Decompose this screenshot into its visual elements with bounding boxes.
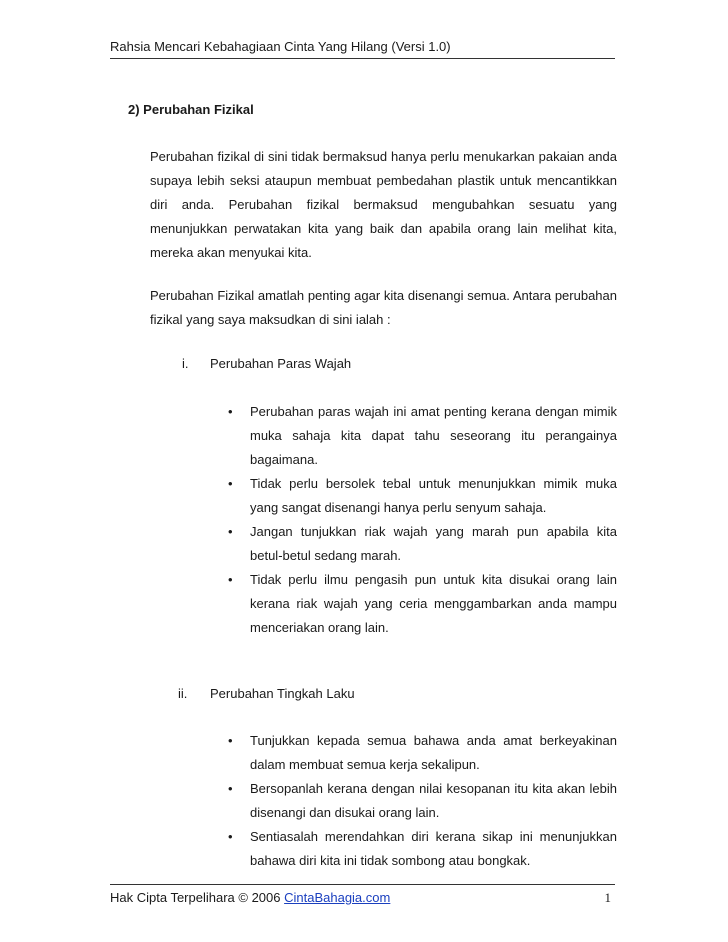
paragraph-intro: Perubahan fizikal di sini tidak bermaksud hanya perlu menukarkan pakaian anda supaya lebih seksi ataupun membuat pembedahan plastik untuk mencantikkan diri anda. Perubahan fizikal bermaksud mengubahkan sesuatu yang menunjukkan perwatakan kita yang baik dan apabila orang lain melihat kita, mereka akan menyukai kita.: [150, 149, 617, 260]
bullet-icon: •: [228, 476, 233, 491]
subsection-number: ii.: [178, 686, 188, 701]
document-title: Rahsia Mencari Kebahagiaan Cinta Yang Hilang (Versi 1.0): [110, 39, 451, 54]
subsection-title: Perubahan Paras Wajah: [210, 356, 352, 371]
website-link[interactable]: CintaBahagia.com: [284, 890, 391, 905]
bullet-icon: •: [228, 829, 233, 844]
bullet-icon: •: [228, 572, 233, 587]
list-item: [228, 472, 617, 520]
page-footer: [110, 884, 615, 908]
list-item: [228, 400, 617, 472]
list-item-text: Jangan tunjukkan riak wajah yang marah pun apabila kita betul-betul sedang marah.: [250, 524, 617, 563]
bullet-icon: •: [228, 781, 233, 796]
list-item-text: Tidak perlu bersolek tebal untuk menunjukkan mimik muka yang sangat disenangi hanya perlu senyum sahaja.: [250, 476, 617, 515]
page-header: [110, 38, 615, 59]
list-item-text: Tidak perlu ilmu pengasih pun untuk kita disukai orang lain kerana riak wajah yang ceria menggambarkan anda mampu menceriakan orang lain.: [250, 572, 617, 635]
subsection-number: i.: [182, 356, 189, 371]
subsection-title: Perubahan Tingkah Laku: [210, 686, 355, 701]
bullet-icon: •: [228, 733, 233, 748]
list-item-text: Tunjukkan kepada semua bahawa anda amat berkeyakinan dalam membuat semua kerja sekalipun.: [250, 733, 617, 772]
bullet-icon: •: [228, 404, 233, 419]
list-item-text: Bersopanlah kerana dengan nilai kesopanan itu kita akan lebih disenangi dan disukai orang lain.: [250, 781, 617, 820]
bullet-list-2: [228, 729, 617, 873]
list-item: [228, 825, 617, 873]
copyright-text: Hak Cipta Terpelihara © 2006: [110, 890, 285, 905]
bullet-icon: •: [228, 524, 233, 539]
list-item: [228, 568, 617, 640]
list-item: [228, 520, 617, 568]
page-number: 1: [604, 890, 611, 905]
list-item: [228, 777, 617, 825]
list-item-text: Perubahan paras wajah ini amat penting kerana dengan mimik muka sahaja kita dapat tahu seseorang itu perangainya bagaimana.: [250, 404, 617, 467]
bullet-list-1: [228, 400, 617, 640]
list-item: [228, 729, 617, 777]
section-title: 2) Perubahan Fizikal: [128, 102, 254, 117]
paragraph-list-intro: Perubahan Fizikal amatlah penting agar kita disenangi semua. Antara perubahan fizikal yang saya maksudkan di sini ialah :: [150, 288, 617, 327]
list-item-text: Sentiasalah merendahkan diri kerana sikap ini menunjukkan bahawa diri kita ini tidak sombong atau bongkak.: [250, 829, 617, 868]
